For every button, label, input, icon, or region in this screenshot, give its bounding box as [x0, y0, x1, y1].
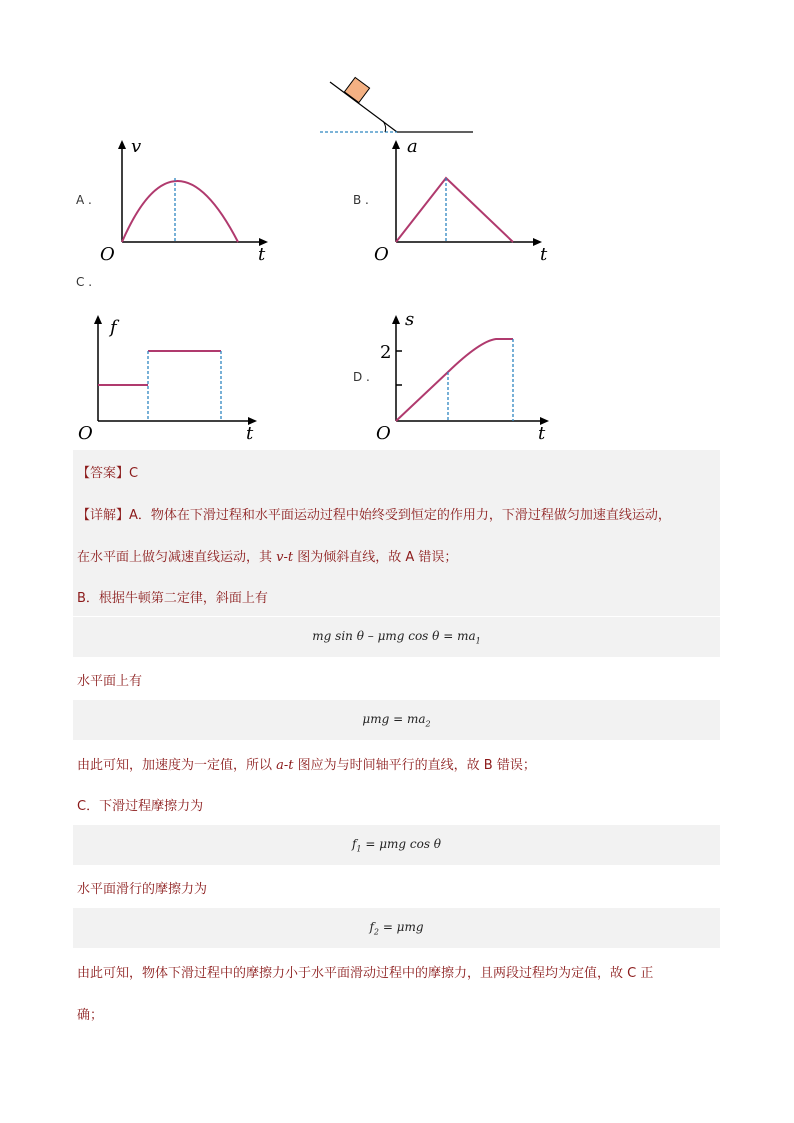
detail-b-line3: 由此可知，加速度为一定值，所以 a-t 图应为与时间轴平行的直线，故 B 错误； [77, 758, 536, 773]
detail-line-1 [77, 504, 671, 523]
answer-line [77, 462, 138, 481]
graph-c [74, 305, 274, 445]
detail-a-line2-math: v-t [276, 550, 294, 565]
axis-x-label: t [540, 244, 548, 265]
detail-c-line3: 由此可知，物体下滑过程中的摩擦力小于水平面滑动过程中的摩擦力，且两段过程均为定值，故 C 正 [77, 966, 654, 981]
axis-x-label: t [258, 244, 266, 265]
answer-value: C [129, 466, 139, 481]
formula-1: mg sin θ – μmg $\cos \theta = ma_1$ [312, 629, 481, 646]
formula-2: $\mu mg = ma_2$ [362, 712, 431, 729]
graph-b [372, 136, 552, 266]
axis-x-label: t [246, 423, 254, 444]
option-a-letter: A . [76, 193, 92, 207]
detail-a-line2-post: 图为倾斜直线，故 A 错误； [293, 550, 458, 565]
detail-c-line: C．下滑过程摩擦力为 [77, 799, 204, 814]
detail-line-2 [77, 546, 457, 565]
option-b-letter: B . [353, 193, 369, 207]
detail-a-line1: A．物体在下滑过程和水平面运动过程中始终受到恒定的作用力，下滑过程做匀加速直线运动， [129, 508, 671, 523]
graph-d [372, 305, 562, 445]
tick-label-2: 2 [380, 342, 392, 363]
axis-y-label: f [110, 317, 117, 338]
answer-band [73, 450, 720, 490]
formula-4: $f_2 = \mu mg$ [369, 920, 424, 937]
detail-c-line2: 水平面滑行的摩擦力为 [77, 882, 208, 897]
axis-y-label: v [131, 136, 142, 157]
detail-b-line2: 水平面上有 [77, 674, 143, 689]
detail-c-line4: 确； [77, 1008, 104, 1023]
formula-3: $f_1 = \mu mg$ cos θ [351, 837, 442, 854]
angle-label: a [407, 136, 418, 157]
axis-x-label: t [538, 423, 546, 444]
option-d-letter: D . [353, 370, 370, 384]
detail-label: 【详解】 [77, 508, 130, 523]
answer-label: 【答案】 [77, 466, 130, 481]
origin-label: O [376, 423, 391, 444]
origin-label: O [78, 423, 93, 444]
axis-y-label: s [405, 309, 415, 330]
graph-a [98, 136, 278, 266]
origin-label: O [374, 244, 389, 265]
sliding-block [344, 77, 369, 102]
detail-b-line: B．根据牛顿第二定律，斜面上有 [77, 591, 268, 606]
option-c-letter: C . [76, 275, 93, 289]
origin-label: O [100, 244, 115, 265]
detail-a-line2-pre: 在水平面上做匀减速直线运动，其 [77, 550, 277, 565]
